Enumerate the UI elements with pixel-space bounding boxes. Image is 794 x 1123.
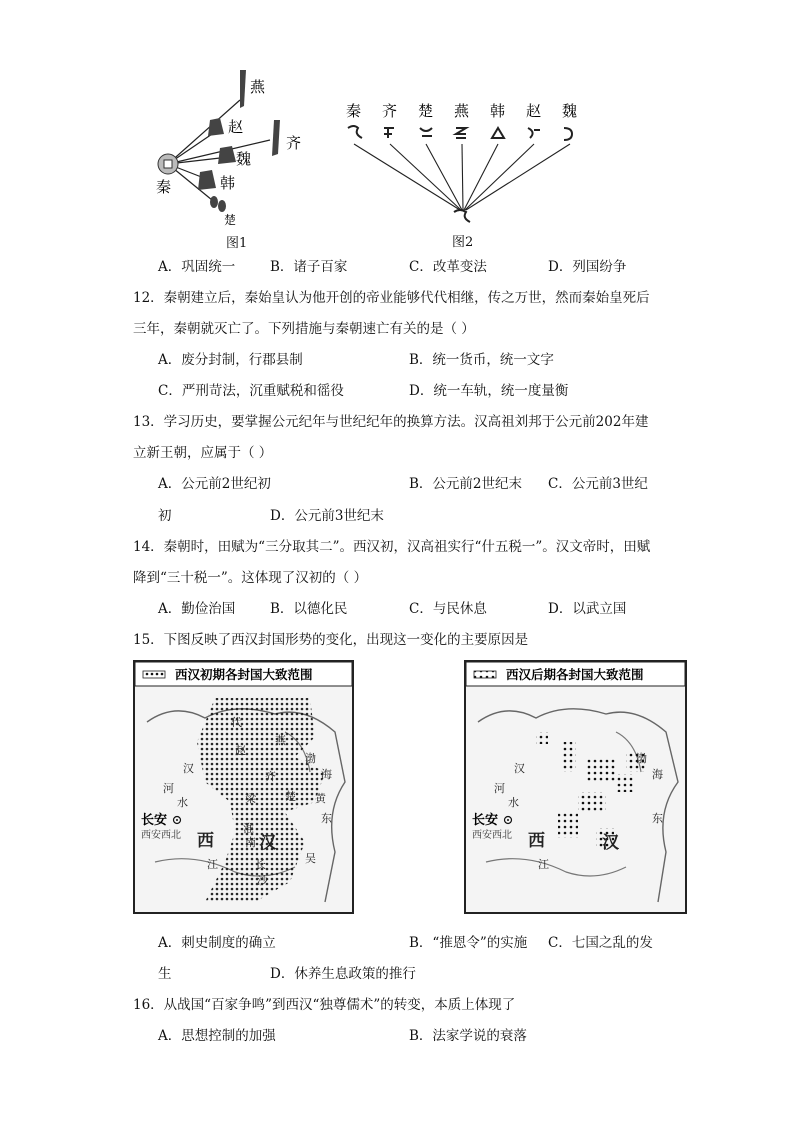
- q11-option-d[interactable]: D．列国纷争: [548, 259, 627, 275]
- q14-stem-line1: 14．秦朝时，田赋为“三分取其二”。西汉初，汉高祖实行“什五税一”。汉文帝时，田赋: [133, 539, 651, 555]
- map-late-label-shui: 水: [508, 796, 519, 809]
- q12-stem-line1: 12．秦朝建立后，秦始皇认为他开创的帝业能够代代相继，传之万世，然而秦始皇死后: [133, 290, 650, 306]
- map-late-label-jiang: 江: [538, 858, 549, 871]
- map-late-label-bo: 渤: [636, 752, 647, 765]
- map-early-label-chu: 楚: [285, 790, 296, 803]
- q13-option-b[interactable]: B．公元前2世纪末: [409, 476, 523, 492]
- figure-1-diagram: [140, 60, 320, 230]
- figure-1-caption: 图1: [226, 236, 248, 251]
- q13-option-a[interactable]: A．公元前2世纪初: [158, 476, 271, 492]
- q16-option-a[interactable]: A．思想控制的加强: [158, 1028, 276, 1044]
- map-early-label-nan: 南: [245, 836, 256, 849]
- fig2-label-qi: 齐: [382, 102, 398, 120]
- fig1-label-qi: 齐: [286, 134, 302, 152]
- map-late-big-han: 汉: [602, 833, 619, 853]
- fig2-label-qin: 秦: [346, 102, 362, 120]
- map-early-label-wu: 吴: [305, 852, 316, 865]
- map-early-label-dong: 东: [321, 812, 332, 825]
- q16-stem: 16．从战国“百家争鸣”到西汉“独尊儒术”的转变，本质上体现了: [133, 997, 516, 1013]
- fig1-label-han: 韩: [220, 174, 236, 192]
- map-early-label-he: 河: [163, 782, 174, 795]
- legend-swatch-late: [474, 671, 496, 678]
- fig1-label-qin: 秦: [156, 178, 172, 196]
- map-early-label-shui: 水: [177, 796, 188, 809]
- map-late-western-han: [464, 660, 687, 914]
- map-late-title: 西汉后期各封国大致范围: [506, 667, 644, 682]
- map-early-label-sha: 沙: [257, 874, 268, 887]
- q15-option-a[interactable]: A．刺史制度的确立: [158, 935, 276, 951]
- q14-option-c[interactable]: C．与民休息: [409, 601, 487, 617]
- map-early-city-sub: 西安西北: [141, 830, 181, 841]
- fig1-label-wei: 魏: [236, 150, 252, 168]
- q14-option-b[interactable]: B．以德化民: [270, 601, 348, 617]
- q16-option-b[interactable]: B．法家学说的衰落: [409, 1028, 527, 1044]
- q11-option-c[interactable]: C．改革变法: [409, 259, 487, 275]
- fig2-label-han: 韩: [490, 102, 506, 120]
- map-early-label-chang: 长: [255, 858, 266, 871]
- q12-option-c[interactable]: C．严刑苛法，沉重赋税和徭役: [158, 383, 344, 399]
- map-early-label-bo: 渤: [305, 752, 316, 765]
- q13-option-c[interactable]: C．公元前3世纪: [548, 476, 648, 492]
- figure-2-caption: 图2: [452, 235, 474, 250]
- map-late-city-sub: 西安西北: [472, 830, 512, 841]
- map-late-label-he: 河: [494, 782, 505, 795]
- q14-stem-line2: 降到“三十税一”。这体现了汉初的（ ）: [133, 570, 368, 586]
- map-early-label-han-river: 汉: [183, 762, 194, 775]
- q15-option-c[interactable]: C．七国之乱的发: [548, 935, 653, 951]
- map-early-label-jiang: 江: [207, 858, 218, 871]
- fig2-label-yan: 燕: [454, 102, 470, 120]
- map-early-graphic: [135, 662, 352, 912]
- q11-option-b[interactable]: B．诸子百家: [270, 259, 348, 275]
- q12-option-d[interactable]: D．统一车轨，统一度量衡: [409, 383, 569, 399]
- q15-option-c-wrap: 生: [158, 966, 172, 982]
- map-late-graphic: [466, 662, 685, 912]
- fig1-label-yan: 燕: [250, 78, 266, 96]
- fig1-label-chu: 楚: [224, 213, 237, 227]
- q14-option-a[interactable]: A．勤俭治国: [158, 601, 236, 617]
- map-early-big-han: 汉: [259, 833, 276, 853]
- map-late-big-xi: 西: [528, 831, 545, 851]
- q15-option-b[interactable]: B．“推恩令”的实施: [409, 935, 528, 951]
- map-early-title: 西汉初期各封国大致范围: [175, 667, 313, 682]
- map-early-western-han: [133, 660, 354, 914]
- fig2-label-wei: 魏: [562, 102, 578, 120]
- map-early-label-dai: 代: [231, 716, 242, 729]
- map-early-city: 长安: [141, 813, 168, 828]
- map-early-label-hai: 海: [321, 768, 332, 781]
- q15-stem: 15．下图反映了西汉封国形势的变化，出现这一变化的主要原因是: [133, 632, 529, 648]
- fig2-label-chu: 楚: [418, 102, 434, 120]
- fig1-label-zhao: 赵: [228, 118, 244, 136]
- legend-swatch: [143, 671, 165, 678]
- q12-option-a[interactable]: A．废分封制，行郡县制: [158, 352, 303, 368]
- fig2-label-zhao: 赵: [526, 102, 542, 120]
- figure-2-diagram: [342, 100, 592, 230]
- map-late-city: 长安: [472, 813, 499, 828]
- map-early-label-liang: 梁: [245, 792, 256, 805]
- q12-option-b[interactable]: B．统一货币，统一文字: [409, 352, 554, 368]
- q13-option-d[interactable]: D．公元前3世纪末: [270, 508, 384, 524]
- map-early-label-huang: 黄: [315, 792, 326, 805]
- map-early-label-zhao: 赵: [235, 744, 246, 757]
- map-late-label-hai: 海: [652, 768, 663, 781]
- q11-option-a[interactable]: A．巩固统一: [158, 259, 236, 275]
- q13-stem-line1: 13．学习历史，要掌握公元纪年与世纪纪年的换算方法。汉高祖刘邦于公元前202年建: [133, 414, 649, 430]
- q13-option-c-wrap: 初: [158, 508, 172, 524]
- figure-2: [342, 100, 592, 250]
- map-early-label-huai: 淮: [243, 822, 254, 835]
- map-early-big-xi: 西: [197, 831, 214, 851]
- q13-stem-line2: 立新王朝，应属于（ ）: [133, 445, 273, 461]
- q12-stem-line2: 三年，秦朝就灭亡了。下列措施与秦朝速亡有关的是（ ）: [133, 321, 475, 337]
- figure-1: [140, 60, 320, 251]
- map-late-label-dong: 东: [652, 812, 663, 825]
- map-early-label-yan: 燕: [275, 734, 286, 747]
- q15-option-d[interactable]: D．休养生息政策的推行: [270, 966, 416, 982]
- map-early-label-qi: 齐: [265, 770, 276, 783]
- map-late-label-han-river: 汉: [514, 762, 525, 775]
- q14-option-d[interactable]: D．以武立国: [548, 601, 627, 617]
